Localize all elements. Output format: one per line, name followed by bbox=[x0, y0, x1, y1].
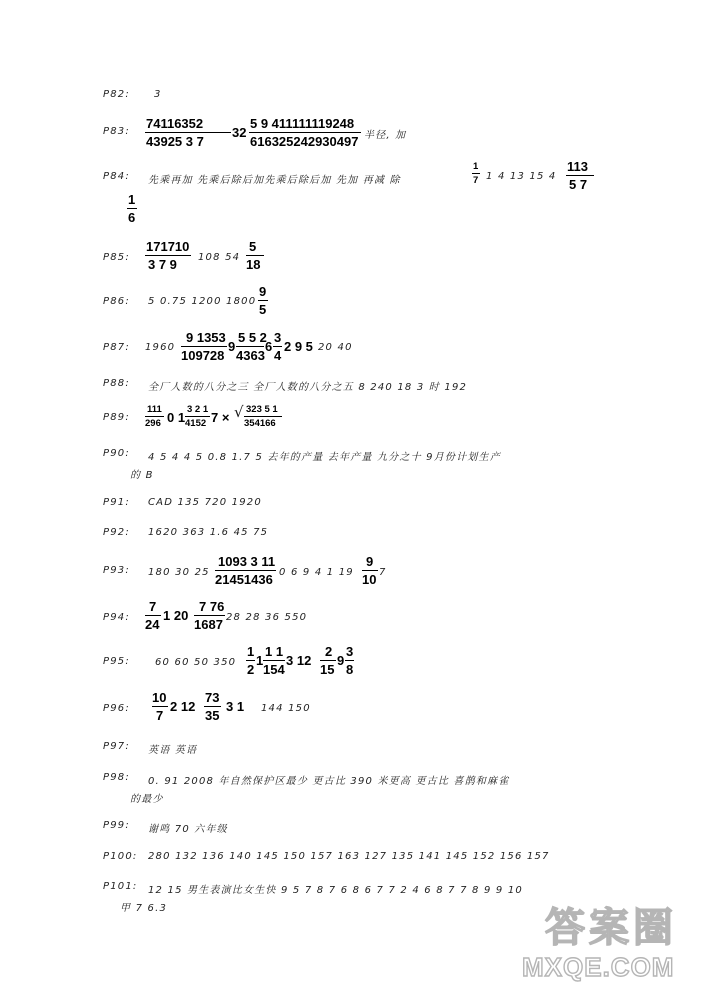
p87-fraction1-numerator: 9 1353 bbox=[186, 330, 226, 345]
p87-fraction2-numerator: 5 5 2 bbox=[238, 330, 267, 345]
p84-fraction1-bar bbox=[472, 173, 480, 174]
p95-handwriting: 60 60 50 350 bbox=[155, 657, 237, 668]
p95-fraction1-bar bbox=[246, 660, 255, 661]
p83-handwriting: 半径, 加 bbox=[364, 130, 407, 141]
p95-fraction3-denominator: 15 bbox=[320, 662, 335, 677]
p96-middle-1: 2 12 bbox=[170, 699, 196, 714]
p84-fraction3-bar bbox=[127, 208, 137, 209]
label-p95: P95: bbox=[103, 656, 130, 667]
p84-fraction2-bar bbox=[566, 175, 594, 176]
p89-fraction3-bar bbox=[244, 416, 282, 417]
p84-handwriting-1: 先乘再加 先乘后除后加先乘后除后加 先加 再减 除 bbox=[148, 175, 401, 186]
p87-handwriting-2: 20 40 bbox=[318, 342, 353, 353]
p95-middle-1: 1 bbox=[256, 653, 264, 668]
p95-fraction1-numerator: 1 bbox=[247, 644, 255, 659]
p95-fraction2-bar bbox=[263, 660, 285, 661]
p95-fraction3-numerator: 2 bbox=[325, 644, 333, 659]
p86-fraction-denominator: 5 bbox=[259, 302, 267, 317]
p101-line-1: 12 15 男生表演比女生快 9 5 7 8 7 6 8 6 7 7 2 4 6 8 7 7 8 9 9 10 bbox=[148, 885, 523, 896]
p87-fraction3-numerator: 3 bbox=[274, 330, 282, 345]
label-p93: P93: bbox=[103, 565, 130, 576]
p96-fraction2-denominator: 35 bbox=[205, 708, 220, 723]
p94-fraction1-bar bbox=[145, 615, 161, 616]
p93-fraction2-denominator: 10 bbox=[362, 572, 377, 587]
p82-answer: 3 bbox=[154, 89, 162, 100]
p96-fraction2-bar bbox=[204, 706, 221, 707]
p85-fraction2-numerator: 5 bbox=[249, 239, 257, 254]
p85-fraction2-denominator: 18 bbox=[246, 257, 261, 272]
p96-fraction1-denominator: 7 bbox=[156, 708, 164, 723]
label-p97: P97: bbox=[103, 741, 130, 752]
p95-middle-2: 3 12 bbox=[286, 653, 312, 668]
p84-fraction3-denominator: 6 bbox=[128, 210, 136, 225]
p83-fraction2-bar bbox=[249, 132, 361, 133]
p94-fraction1-numerator: 7 bbox=[149, 599, 157, 614]
p89-fraction3-denominator: 354166 bbox=[244, 418, 276, 429]
p89-fraction2-bar bbox=[185, 416, 210, 417]
p84-fraction3-numerator: 1 bbox=[128, 192, 136, 207]
p95-middle-3: 9 bbox=[337, 653, 345, 668]
p95-fraction1-denominator: 2 bbox=[247, 662, 255, 677]
p101-line-2: 甲 7 6.3 bbox=[120, 903, 168, 914]
watermark-logo: 答案圈 bbox=[545, 906, 677, 950]
p95-fraction4-denominator: 8 bbox=[346, 662, 354, 677]
p94-fraction2-numerator: 7 76 bbox=[199, 599, 225, 614]
p97-handwriting: 英语 英语 bbox=[148, 745, 198, 756]
p90-line-1: 4 5 4 4 5 0.8 1.7 5 去年的产量 去年产量 九分之十 9月份计划生产 bbox=[148, 452, 501, 463]
p89-fraction1-numerator: 111 bbox=[147, 404, 162, 415]
label-p98: P98: bbox=[103, 772, 130, 783]
p89-fraction1-bar bbox=[145, 416, 164, 417]
label-p94: P94: bbox=[103, 612, 130, 623]
p87-fraction1-denominator: 109728 bbox=[181, 348, 225, 363]
p89-fraction2-numerator: 3 2 1 bbox=[187, 404, 209, 415]
p93-fraction2-numerator: 9 bbox=[366, 554, 374, 569]
p95-fraction2-numerator: 1 1 bbox=[265, 644, 284, 659]
p83-fraction1-numerator: 74116352 bbox=[146, 116, 204, 131]
label-p100: P100: bbox=[103, 851, 138, 862]
p95-fraction3-bar bbox=[320, 660, 336, 661]
p89-root-sign: √ bbox=[234, 403, 244, 421]
p85-fraction1-bar bbox=[145, 255, 191, 256]
p88-handwriting: 全厂人数的八分之三 全厂人数的八分之五 8 240 18 3 时 192 bbox=[148, 382, 468, 393]
p83-fraction1-bar bbox=[145, 132, 231, 133]
p89-fraction2-denominator: 4152 bbox=[185, 418, 207, 429]
p93-handwriting-1: 180 30 25 bbox=[148, 567, 210, 578]
label-p84: P84: bbox=[103, 171, 130, 182]
label-p86: P86: bbox=[103, 296, 130, 307]
label-p82: P82: bbox=[103, 89, 130, 100]
label-p101: P101: bbox=[103, 881, 138, 892]
p87-fraction2-bar bbox=[236, 346, 264, 347]
label-p92: P92: bbox=[103, 527, 130, 538]
p87-middle-3: 2 9 5 bbox=[284, 339, 313, 354]
label-p96: P96: bbox=[103, 703, 130, 714]
p96-middle-2: 3 1 bbox=[226, 699, 245, 714]
p87-fraction3-bar bbox=[273, 346, 282, 347]
p95-fraction4-numerator: 3 bbox=[346, 644, 354, 659]
p95-fraction4-bar bbox=[345, 660, 354, 661]
p99-handwriting: 谢鸣 70 六年级 bbox=[148, 824, 228, 835]
p86-handwriting: 5 0.75 1200 1800 bbox=[148, 296, 257, 307]
p85-handwriting: 108 54 bbox=[198, 252, 241, 263]
p87-middle-2: 6 bbox=[265, 339, 273, 354]
label-p83: P83: bbox=[103, 126, 130, 137]
p85-fraction1-denominator: 3 7 9 bbox=[148, 257, 177, 272]
p84-handwriting-2: 1 4 13 15 4 bbox=[486, 171, 557, 182]
p87-middle-1: 9 bbox=[228, 339, 236, 354]
label-p88: P88: bbox=[103, 378, 130, 389]
label-p87: P87: bbox=[103, 342, 130, 353]
p98-line-2: 的最少 bbox=[130, 794, 164, 805]
p100-handwriting: 280 132 136 140 145 150 157 163 127 135 141 145 152 156 157 bbox=[148, 851, 550, 862]
p94-handwriting: 28 28 36 550 bbox=[226, 612, 308, 623]
p83-fraction2-denominator: 616325242930497 bbox=[250, 134, 359, 149]
p94-middle: 1 20 bbox=[163, 608, 189, 623]
label-p90: P90: bbox=[103, 448, 130, 459]
p95-fraction2-denominator: 154 bbox=[263, 662, 285, 677]
p84-fraction1-numerator: 1 bbox=[473, 161, 479, 172]
p98-line-1: 0. 91 2008 年自然保护区最少 更古比 390 米更高 更古比 喜鹊和麻雀 bbox=[148, 776, 510, 787]
p87-fraction1-bar bbox=[181, 346, 227, 347]
p96-fraction1-numerator: 10 bbox=[152, 690, 167, 705]
p86-fraction-bar bbox=[258, 300, 268, 301]
p93-fraction1-numerator: 1093 3 11 bbox=[218, 554, 276, 569]
p89-middle-2: 7 × bbox=[211, 410, 230, 425]
p83-fraction1-denominator: 43925 3 7 bbox=[146, 134, 204, 149]
label-p91: P91: bbox=[103, 497, 130, 508]
p87-handwriting-1: 1960 bbox=[145, 342, 176, 353]
p83-fraction2-numerator: 5 9 411111119248 bbox=[250, 116, 355, 131]
p89-fraction1-denominator: 296 bbox=[145, 418, 161, 429]
p85-fraction1-numerator: 171710 bbox=[146, 239, 190, 254]
p93-suffix: 7 bbox=[379, 567, 387, 578]
p84-fraction2-numerator: 113 bbox=[567, 159, 588, 174]
p96-fraction2-numerator: 73 bbox=[205, 690, 220, 705]
watermark-url: MXQE.COM bbox=[522, 952, 675, 982]
p93-handwriting-2: 0 6 9 4 1 19 bbox=[279, 567, 354, 578]
p90-line-2: 的 B bbox=[130, 470, 154, 481]
p94-fraction1-denominator: 24 bbox=[145, 617, 160, 632]
p89-middle-1: 0 1 bbox=[167, 410, 186, 425]
p96-fraction1-bar bbox=[152, 706, 168, 707]
label-p85: P85: bbox=[103, 252, 130, 263]
p92-handwriting: 1620 363 1.6 45 75 bbox=[148, 527, 269, 538]
p89-fraction3-numerator: 323 5 1 bbox=[246, 404, 278, 415]
label-p99: P99: bbox=[103, 820, 130, 831]
p87-fraction3-denominator: 4 bbox=[274, 348, 282, 363]
p83-middle: 32 bbox=[232, 125, 247, 140]
p96-handwriting: 144 150 bbox=[261, 703, 311, 714]
p84-fraction2-denominator: 5 7 bbox=[569, 177, 588, 192]
p94-fraction2-denominator: 1687 bbox=[194, 617, 223, 632]
p86-fraction-numerator: 9 bbox=[259, 284, 267, 299]
p93-fraction1-denominator: 21451436 bbox=[215, 572, 273, 587]
p94-fraction2-bar bbox=[194, 615, 225, 616]
p93-fraction2-bar bbox=[362, 570, 378, 571]
p91-handwriting: CAD 135 720 1920 bbox=[148, 497, 262, 508]
p85-fraction2-bar bbox=[246, 255, 264, 256]
p93-fraction1-bar bbox=[215, 570, 276, 571]
p84-fraction1-denominator: 7 bbox=[473, 175, 479, 186]
p87-fraction2-denominator: 4363 bbox=[236, 348, 265, 363]
label-p89: P89: bbox=[103, 412, 130, 423]
